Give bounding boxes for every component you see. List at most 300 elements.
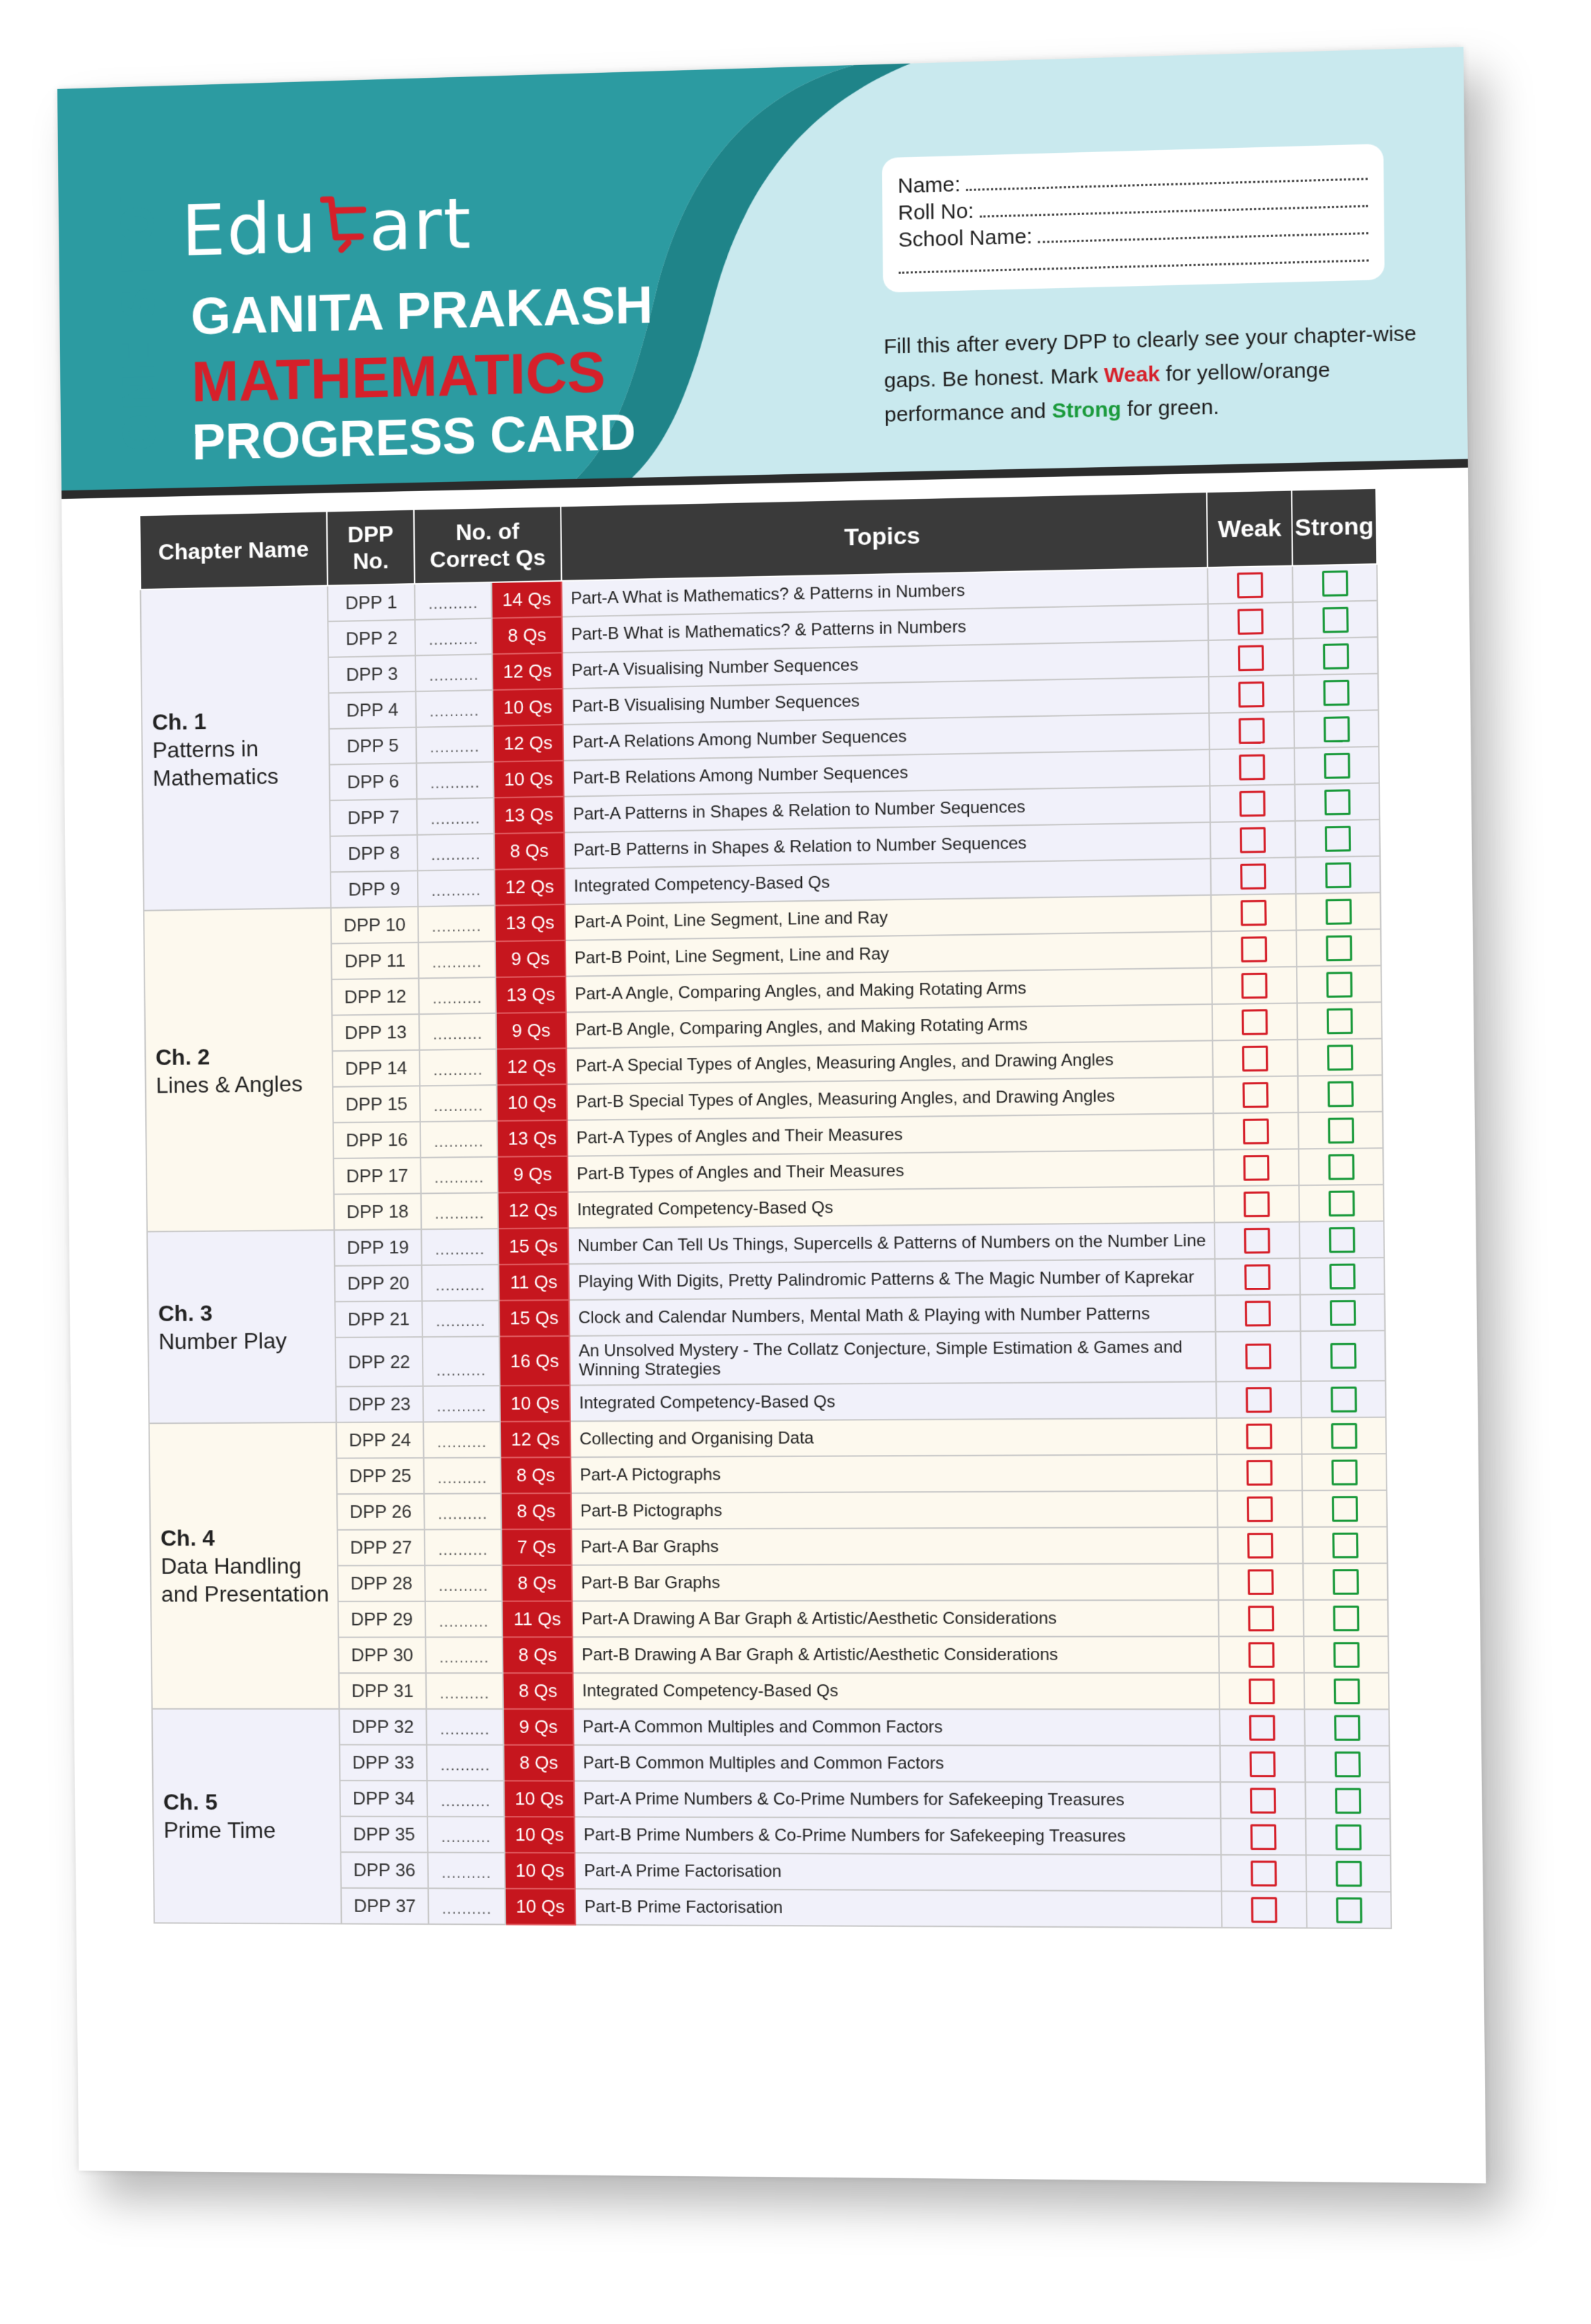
- total-qs-badge: 8 Qs: [494, 832, 565, 869]
- weak-checkbox-cell: [1214, 1185, 1299, 1223]
- weak-checkbox-icon[interactable]: [1242, 1045, 1268, 1071]
- total-qs-badge: 14 Qs: [491, 581, 562, 619]
- strong-checkbox-icon[interactable]: [1330, 1343, 1356, 1369]
- correct-qs-blank[interactable]: ..........: [424, 1493, 501, 1529]
- strong-checkbox-cell: [1304, 1709, 1389, 1746]
- correct-qs-blank[interactable]: ..........: [424, 1458, 501, 1494]
- dpp-number: DPP 30: [338, 1637, 426, 1673]
- correct-qs-blank[interactable]: ..........: [415, 619, 492, 656]
- strong-checkbox-cell: [1299, 1221, 1384, 1258]
- strong-checkbox-cell: [1298, 1075, 1383, 1112]
- correct-qs-blank[interactable]: ..........: [415, 690, 493, 727]
- weak-checkbox-icon[interactable]: [1245, 1300, 1271, 1326]
- correct-qs-blank[interactable]: ..........: [418, 870, 495, 907]
- weak-checkbox-cell: [1212, 1040, 1298, 1077]
- topic-text: Part-A Common Multiples and Common Factors: [573, 1709, 1220, 1746]
- one-shot-vertical-label: ONE SHOT: [113, 168, 167, 452]
- correct-qs-blank[interactable]: ..........: [422, 1265, 499, 1301]
- total-qs-badge: 8 Qs: [500, 1457, 571, 1493]
- topic-text: Part-A Visualising Number Sequences: [562, 640, 1208, 689]
- weak-checkbox-cell: [1219, 1673, 1305, 1710]
- dpp-number: DPP 12: [332, 978, 420, 1015]
- dpp-number: DPP 28: [338, 1565, 425, 1601]
- weak-checkbox-icon[interactable]: [1248, 1678, 1275, 1703]
- total-qs-badge: 12 Qs: [498, 1192, 568, 1229]
- weak-checkbox-cell: [1214, 1149, 1299, 1187]
- total-qs-badge: 7 Qs: [501, 1529, 572, 1565]
- weak-checkbox-icon[interactable]: [1245, 1343, 1271, 1369]
- chapter-name-line1: Number Play: [158, 1328, 287, 1354]
- correct-qs-blank[interactable]: ..........: [416, 726, 493, 764]
- correct-qs-blank[interactable]: ..........: [423, 1336, 500, 1386]
- correct-qs-blank[interactable]: ..........: [427, 1781, 504, 1817]
- chapter-number: Ch. 1: [151, 708, 207, 735]
- strong-checkbox-icon[interactable]: [1336, 1860, 1362, 1887]
- correct-qs-blank[interactable]: ..........: [417, 834, 494, 870]
- weak-checkbox-icon[interactable]: [1246, 1459, 1273, 1485]
- title-mathematics: MATHEMATICS: [191, 340, 606, 415]
- strong-checkbox-icon[interactable]: [1326, 1008, 1352, 1034]
- strong-checkbox-cell: [1303, 1526, 1388, 1563]
- topic-text: Part-B Common Multiples and Common Factors: [574, 1745, 1221, 1782]
- strong-checkbox-cell: [1299, 1185, 1384, 1222]
- weak-checkbox-icon[interactable]: [1241, 1009, 1268, 1035]
- strong-checkbox-cell: [1301, 1381, 1386, 1417]
- weak-checkbox-cell: [1211, 894, 1297, 931]
- topic-text: Part-B Visualising Number Sequences: [563, 677, 1209, 725]
- header-strong: Strong: [1292, 488, 1377, 566]
- correct-qs-blank[interactable]: ..........: [420, 1121, 498, 1158]
- total-qs-badge: 8 Qs: [502, 1637, 573, 1673]
- weak-checkbox-icon[interactable]: [1241, 899, 1267, 926]
- weak-checkbox-cell: [1222, 1891, 1307, 1928]
- weak-checkbox-icon[interactable]: [1239, 754, 1265, 780]
- topic-text: Part-B Point, Line Segment, Line and Ray: [565, 931, 1212, 977]
- correct-qs-blank[interactable]: ..........: [425, 1565, 502, 1601]
- weak-checkbox-cell: [1212, 930, 1297, 967]
- title-ganita-prakash: GANITA PRAKASH: [190, 275, 653, 346]
- weak-checkbox-icon[interactable]: [1238, 645, 1264, 671]
- dpp-number: DPP 19: [334, 1229, 422, 1266]
- correct-qs-blank[interactable]: ..........: [427, 1853, 505, 1889]
- topic-text: An Unsolved Mystery - The Collatz Conjecture, Simple Estimation & Games and Winning Strategies: [570, 1332, 1217, 1386]
- header-weak: Weak: [1207, 490, 1292, 568]
- weak-checkbox-icon[interactable]: [1244, 1227, 1270, 1253]
- strong-checkbox-icon[interactable]: [1335, 1788, 1361, 1813]
- total-qs-badge: 11 Qs: [498, 1264, 569, 1301]
- weak-checkbox-cell: [1214, 1222, 1300, 1259]
- table-row: [149, 1417, 1386, 1459]
- weak-checkbox-cell: [1218, 1563, 1304, 1600]
- strong-checkbox-icon[interactable]: [1323, 752, 1350, 778]
- weak-checkbox-icon[interactable]: [1239, 681, 1265, 707]
- weak-checkbox-icon[interactable]: [1251, 1824, 1277, 1849]
- dpp-number: DPP 33: [340, 1744, 427, 1781]
- dpp-number: DPP 7: [330, 799, 418, 836]
- weak-checkbox-cell: [1217, 1527, 1303, 1564]
- topic-text: Part-B Prime Factorisation: [575, 1889, 1222, 1928]
- weak-checkbox-icon[interactable]: [1243, 1191, 1270, 1217]
- topic-text: Part-B Drawing A Bar Graph & Artistic/Aesthetic Considerations: [573, 1636, 1219, 1673]
- educart-logo: Edu art: [181, 182, 473, 272]
- weak-checkbox-icon[interactable]: [1237, 608, 1263, 634]
- strong-checkbox-icon[interactable]: [1331, 1496, 1357, 1522]
- weak-checkbox-icon[interactable]: [1249, 1751, 1275, 1776]
- correct-qs-blank[interactable]: ..........: [423, 1386, 500, 1422]
- dpp-number: DPP 23: [336, 1386, 424, 1422]
- total-qs-badge: 10 Qs: [505, 1889, 576, 1925]
- weak-checkbox-cell: [1215, 1295, 1301, 1332]
- strong-checkbox-cell: [1297, 1002, 1382, 1040]
- correct-qs-blank[interactable]: ..........: [425, 1637, 502, 1673]
- topic-text: Part-A What is Mathematics? & Patterns in Numbers: [561, 568, 1207, 617]
- topic-text: Part-A Angle, Comparing Angles, and Making Rotating Arms: [565, 968, 1212, 1013]
- weak-checkbox-cell: [1210, 784, 1295, 822]
- topic-text: Part-A Patterns in Shapes & Relation to Number Sequences: [564, 786, 1210, 832]
- strong-checkbox-icon[interactable]: [1328, 1226, 1355, 1253]
- total-qs-badge: 8 Qs: [503, 1745, 574, 1781]
- dpp-number: DPP 1: [328, 584, 415, 621]
- strong-checkbox-icon[interactable]: [1334, 1715, 1360, 1740]
- dpp-number: DPP 29: [338, 1601, 426, 1638]
- topic-text: Integrated Competency-Based Qs: [570, 1381, 1217, 1421]
- dpp-number: DPP 21: [335, 1301, 423, 1337]
- strong-checkbox-icon[interactable]: [1333, 1678, 1360, 1703]
- weak-checkbox-icon[interactable]: [1244, 1264, 1270, 1290]
- topic-text: Integrated Competency-Based Qs: [573, 1673, 1219, 1709]
- total-qs-badge: 13 Qs: [495, 904, 565, 941]
- weak-checkbox-icon[interactable]: [1237, 572, 1263, 598]
- strong-checkbox-icon[interactable]: [1328, 1190, 1355, 1216]
- correct-qs-blank[interactable]: ..........: [419, 1013, 496, 1050]
- total-qs-badge: 8 Qs: [501, 1493, 572, 1529]
- weak-checkbox-icon[interactable]: [1247, 1532, 1273, 1558]
- correct-qs-blank[interactable]: ..........: [418, 941, 495, 978]
- strong-checkbox-cell: [1295, 819, 1380, 857]
- topic-text: Part-A Bar Graphs: [571, 1527, 1218, 1565]
- dpp-number: DPP 4: [328, 691, 416, 729]
- topic-text: Collecting and Organising Data: [570, 1418, 1217, 1457]
- weak-checkbox-cell: [1210, 821, 1296, 858]
- strong-checkbox-cell: [1298, 1112, 1383, 1149]
- total-qs-badge: 12 Qs: [492, 652, 563, 690]
- total-qs-badge: 10 Qs: [493, 761, 564, 798]
- strong-checkbox-icon[interactable]: [1331, 1459, 1357, 1485]
- strong-checkbox-cell: [1294, 747, 1379, 785]
- dpp-number: DPP 27: [338, 1529, 425, 1565]
- weak-checkbox-icon[interactable]: [1251, 1860, 1277, 1886]
- weak-checkbox-cell: [1208, 602, 1294, 640]
- strong-checkbox-icon[interactable]: [1334, 1751, 1360, 1776]
- cart-logo-icon: [320, 192, 367, 261]
- strong-checkbox-icon[interactable]: [1333, 1605, 1359, 1630]
- topic-text: Part-B Angle, Comparing Angles, and Making Rotating Arms: [566, 1004, 1212, 1048]
- strong-checkbox-cell: [1293, 637, 1378, 675]
- chapter-name-line2: Mathematics: [152, 763, 279, 790]
- strong-checkbox-cell: [1304, 1636, 1389, 1673]
- strong-checkbox-icon[interactable]: [1325, 898, 1351, 924]
- topic-text: Integrated Competency-Based Qs: [565, 858, 1211, 904]
- strong-checkbox-cell: [1306, 1819, 1391, 1856]
- correct-qs-blank[interactable]: ..........: [422, 1301, 499, 1337]
- correct-qs-blank[interactable]: ..........: [423, 1422, 500, 1458]
- table-row: [152, 1709, 1389, 1746]
- weak-checkbox-icon[interactable]: [1251, 1897, 1277, 1922]
- topic-text: Part-A Drawing A Bar Graph & Artistic/Aesthetic Considerations: [572, 1600, 1219, 1637]
- strong-checkbox-icon[interactable]: [1327, 1045, 1353, 1071]
- dpp-number: DPP 17: [333, 1158, 421, 1195]
- strong-checkbox-icon[interactable]: [1332, 1569, 1358, 1594]
- topic-text: Part-B Bar Graphs: [572, 1564, 1219, 1601]
- chapter-number: Ch. 4: [160, 1525, 215, 1551]
- correct-qs-blank[interactable]: ..........: [426, 1673, 503, 1709]
- correct-qs-blank[interactable]: ..........: [427, 1817, 505, 1853]
- strong-checkbox-icon[interactable]: [1323, 643, 1349, 669]
- chapter-cell: [140, 586, 331, 911]
- total-qs-badge: 11 Qs: [502, 1601, 573, 1637]
- dpp-number: DPP 10: [331, 907, 419, 943]
- correct-qs-blank[interactable]: ..........: [421, 1192, 498, 1229]
- dpp-number: DPP 8: [330, 835, 418, 873]
- strong-checkbox-icon[interactable]: [1326, 972, 1352, 998]
- correct-qs-blank[interactable]: ..........: [425, 1601, 502, 1638]
- dpp-number: DPP 37: [341, 1888, 429, 1924]
- strong-checkbox-cell: [1304, 1673, 1389, 1710]
- weak-checkbox-cell: [1219, 1636, 1304, 1673]
- weak-checkbox-cell: [1212, 1003, 1298, 1040]
- strong-keyword: Strong: [1052, 397, 1122, 423]
- strong-checkbox-icon[interactable]: [1323, 716, 1350, 742]
- weak-checkbox-cell: [1212, 967, 1297, 1004]
- strong-checkbox-icon[interactable]: [1329, 1300, 1355, 1326]
- strong-checkbox-icon[interactable]: [1328, 1117, 1354, 1144]
- total-qs-badge: 10 Qs: [505, 1817, 575, 1853]
- strong-checkbox-icon[interactable]: [1336, 1897, 1362, 1923]
- correct-qs-blank[interactable]: ..........: [415, 582, 492, 620]
- total-qs-badge: 12 Qs: [495, 868, 565, 905]
- correct-qs-blank[interactable]: ..........: [420, 1157, 498, 1194]
- dpp-number: DPP 35: [340, 1817, 428, 1853]
- dpp-number: DPP 2: [328, 620, 415, 657]
- chapter-name-line1: Prime Time: [163, 1817, 276, 1843]
- weak-checkbox-cell: [1207, 566, 1293, 604]
- progress-table-wrapper: [139, 488, 1390, 1929]
- weak-checkbox-icon[interactable]: [1247, 1496, 1273, 1521]
- correct-qs-blank[interactable]: ..........: [425, 1529, 502, 1565]
- total-qs-badge: 12 Qs: [493, 725, 564, 762]
- correct-qs-blank[interactable]: ..........: [417, 798, 494, 834]
- weak-checkbox-icon[interactable]: [1243, 1154, 1270, 1180]
- weak-checkbox-cell: [1220, 1782, 1306, 1819]
- weak-checkbox-icon[interactable]: [1248, 1569, 1274, 1594]
- progress-card-sheet: [57, 47, 1486, 2183]
- strong-checkbox-cell: [1305, 1782, 1390, 1819]
- total-qs-badge: 8 Qs: [502, 1565, 573, 1601]
- total-qs-badge: 8 Qs: [492, 617, 563, 655]
- topic-text: Part-B Patterns in Shapes & Relation to Number Sequences: [564, 822, 1210, 868]
- dpp-number: DPP 16: [333, 1122, 421, 1158]
- dpp-number: DPP 9: [331, 870, 418, 907]
- strong-checkbox-cell: [1297, 965, 1382, 1003]
- total-qs-badge: 13 Qs: [497, 1120, 568, 1157]
- strong-checkbox-cell: [1296, 892, 1381, 930]
- strong-checkbox-icon[interactable]: [1333, 1642, 1360, 1667]
- strong-checkbox-icon[interactable]: [1335, 1824, 1361, 1850]
- strong-checkbox-cell: [1299, 1258, 1384, 1294]
- correct-qs-blank[interactable]: ..........: [419, 977, 496, 1014]
- weak-checkbox-cell: [1217, 1454, 1302, 1491]
- dpp-number: DPP 36: [340, 1852, 428, 1888]
- weak-checkbox-icon[interactable]: [1246, 1387, 1272, 1413]
- topic-text: Part-B Prime Numbers & Co-Prime Numbers for Safekeeping Treasures: [575, 1817, 1222, 1855]
- strong-checkbox-icon[interactable]: [1326, 935, 1352, 961]
- dpp-number: DPP 31: [339, 1673, 427, 1709]
- strong-checkbox-cell: [1305, 1746, 1390, 1783]
- weak-checkbox-cell: [1213, 1112, 1299, 1150]
- chapter-cell: [149, 1422, 340, 1709]
- correct-qs-blank[interactable]: ..........: [420, 1085, 497, 1122]
- total-qs-badge: 15 Qs: [498, 1228, 569, 1265]
- strong-checkbox-cell: [1302, 1490, 1387, 1527]
- strong-checkbox-icon[interactable]: [1329, 1263, 1355, 1289]
- roll-no-field[interactable]: Roll No:: [898, 185, 1368, 225]
- topic-text: Part-B Types of Angles and Their Measures: [568, 1150, 1214, 1192]
- weak-keyword: Weak: [1103, 362, 1160, 388]
- strong-checkbox-cell: [1294, 674, 1379, 712]
- correct-qs-blank[interactable]: ..........: [420, 1049, 497, 1086]
- strong-checkbox-cell: [1294, 783, 1379, 821]
- header: [57, 47, 1468, 490]
- weak-checkbox-cell: [1208, 639, 1294, 677]
- correct-qs-blank[interactable]: ..........: [418, 905, 495, 942]
- weak-checkbox-icon[interactable]: [1248, 1642, 1275, 1667]
- dpp-number: DPP 18: [334, 1193, 422, 1230]
- weak-checkbox-icon[interactable]: [1241, 936, 1267, 962]
- weak-checkbox-icon[interactable]: [1243, 1118, 1269, 1144]
- weak-checkbox-icon[interactable]: [1240, 827, 1266, 853]
- weak-checkbox-cell: [1210, 748, 1295, 786]
- strong-checkbox-icon[interactable]: [1322, 606, 1348, 633]
- strong-checkbox-cell: [1304, 1600, 1389, 1637]
- total-qs-badge: 12 Qs: [496, 1048, 567, 1085]
- weak-checkbox-cell: [1213, 1076, 1299, 1113]
- topic-text: Integrated Competency-Based Qs: [568, 1186, 1214, 1228]
- weak-checkbox-icon[interactable]: [1239, 790, 1265, 817]
- topic-text: Part-A Pictographs: [570, 1454, 1217, 1493]
- chapter-cell: [147, 1230, 336, 1423]
- chapter-name-line1: Data Handling: [161, 1553, 302, 1579]
- strong-checkbox-icon[interactable]: [1324, 825, 1350, 851]
- strong-checkbox-icon[interactable]: [1332, 1532, 1358, 1558]
- total-qs-badge: 10 Qs: [504, 1781, 575, 1817]
- dpp-number: DPP 24: [336, 1422, 424, 1458]
- correct-qs-blank[interactable]: ..........: [427, 1745, 504, 1781]
- weak-checkbox-cell: [1209, 712, 1294, 750]
- total-qs-badge: 9 Qs: [495, 940, 566, 977]
- chapter-number: Ch. 2: [155, 1043, 210, 1070]
- correct-qs-blank[interactable]: ..........: [421, 1229, 498, 1265]
- chapter-name-line1: Patterns in: [152, 735, 259, 763]
- weak-checkbox-icon[interactable]: [1248, 1605, 1274, 1630]
- weak-checkbox-icon[interactable]: [1239, 718, 1265, 744]
- dpp-number: DPP 5: [329, 727, 417, 765]
- dpp-number: DPP 3: [328, 655, 416, 693]
- strong-checkbox-icon[interactable]: [1328, 1154, 1354, 1180]
- weak-checkbox-cell: [1217, 1417, 1302, 1454]
- weak-checkbox-icon[interactable]: [1243, 1082, 1269, 1108]
- dpp-number: DPP 13: [332, 1014, 420, 1051]
- weak-checkbox-cell: [1214, 1258, 1300, 1295]
- dpp-number: DPP 6: [329, 763, 417, 800]
- weak-checkbox-cell: [1211, 857, 1297, 894]
- correct-qs-blank[interactable]: ..........: [426, 1709, 503, 1745]
- weak-checkbox-cell: [1221, 1819, 1306, 1856]
- topic-text: Part-B What is Mathematics? & Patterns in Numbers: [562, 604, 1208, 652]
- weak-checkbox-cell: [1216, 1331, 1302, 1381]
- header-topics: Topics: [561, 492, 1207, 581]
- strong-checkbox-icon[interactable]: [1331, 1422, 1357, 1449]
- topic-text: Part-B Special Types of Angles, Measuring Angles, and Drawing Angles: [567, 1077, 1214, 1120]
- strong-checkbox-icon[interactable]: [1322, 570, 1348, 597]
- total-qs-badge: 12 Qs: [500, 1421, 571, 1457]
- correct-qs-blank[interactable]: ..........: [416, 762, 493, 800]
- topic-text: Part-A Relations Among Number Sequences: [563, 713, 1210, 761]
- school-name-field[interactable]: School Name:: [898, 213, 1368, 253]
- header-dpp-no: DPP No.: [327, 510, 415, 586]
- strong-checkbox-cell: [1302, 1454, 1386, 1490]
- strong-checkbox-icon[interactable]: [1324, 789, 1350, 815]
- chapter-cell: [144, 908, 334, 1232]
- correct-qs-blank[interactable]: ..........: [415, 654, 493, 691]
- topic-text: Part-A Special Types of Angles, Measuring Angles, and Drawing Angles: [566, 1040, 1212, 1084]
- strong-checkbox-cell: [1297, 1039, 1382, 1076]
- strong-checkbox-cell: [1294, 710, 1379, 748]
- weak-checkbox-icon[interactable]: [1250, 1788, 1276, 1813]
- total-qs-badge: 10 Qs: [500, 1386, 570, 1422]
- header-correct-qs: No. of Correct Qs: [414, 506, 562, 584]
- chapter-cell: [152, 1709, 342, 1924]
- total-qs-badge: 8 Qs: [502, 1673, 573, 1709]
- weak-checkbox-cell: [1217, 1490, 1303, 1527]
- dpp-number: DPP 32: [339, 1709, 427, 1745]
- weak-checkbox-cell: [1209, 675, 1294, 713]
- total-qs-badge: 16 Qs: [499, 1336, 570, 1386]
- chapter-name-line2: and Presentation: [161, 1581, 329, 1607]
- total-qs-badge: 9 Qs: [498, 1156, 568, 1193]
- strong-checkbox-cell: [1302, 1417, 1386, 1454]
- weak-checkbox-icon[interactable]: [1240, 863, 1266, 890]
- topic-text: Part-B Relations Among Number Sequences: [563, 749, 1210, 797]
- total-qs-badge: 13 Qs: [495, 977, 566, 1013]
- strong-checkbox-cell: [1293, 601, 1378, 639]
- topic-text: Part-A Point, Line Segment, Line and Ray: [565, 895, 1211, 940]
- weak-checkbox-icon[interactable]: [1241, 972, 1268, 999]
- weak-checkbox-icon[interactable]: [1246, 1423, 1273, 1449]
- correct-qs-blank[interactable]: ..........: [428, 1888, 505, 1924]
- dpp-number: DPP 25: [337, 1458, 425, 1494]
- dpp-number: DPP 20: [335, 1265, 423, 1302]
- topic-text: Part-A Prime Factorisation: [575, 1853, 1222, 1891]
- instructions-note: Fill this after every DPP to clearly see your chapter-wise gaps. Be honest. Mark Weak for yellow/orange performance and Strong for green.: [883, 321, 1417, 427]
- strong-checkbox-icon[interactable]: [1331, 1386, 1357, 1413]
- topic-text: Part-B Pictographs: [571, 1491, 1218, 1529]
- strong-checkbox-icon[interactable]: [1323, 679, 1349, 706]
- weak-checkbox-icon[interactable]: [1249, 1715, 1275, 1740]
- name-field[interactable]: Name:: [897, 159, 1367, 199]
- strong-checkbox-icon[interactable]: [1327, 1081, 1353, 1107]
- strong-checkbox-icon[interactable]: [1325, 862, 1351, 888]
- total-qs-badge: 13 Qs: [494, 797, 565, 834]
